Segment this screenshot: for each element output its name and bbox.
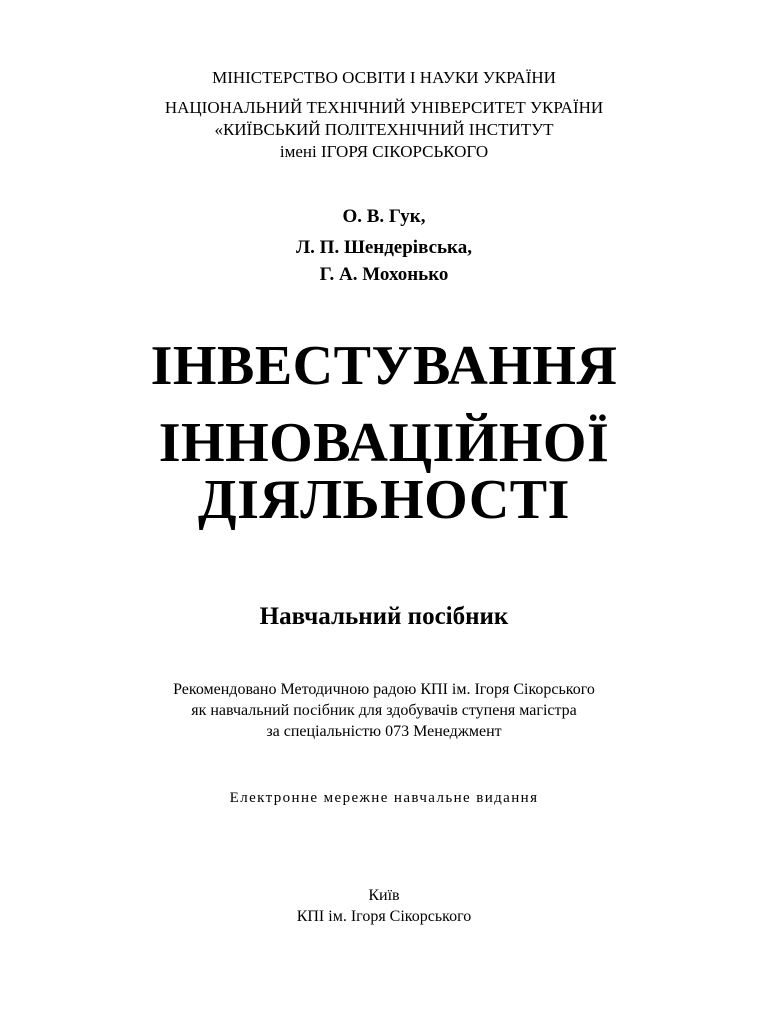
recommendation-line-1: Рекомендовано Методичною радою КПІ ім. Ігоря Сікорського	[173, 681, 595, 698]
author-3: Г. А. Мохонько	[319, 264, 449, 285]
author-1: О. В. Гук,	[342, 206, 426, 227]
book-subtitle: Навчальний посібник	[259, 603, 509, 630]
recommendation-line-2: як навчальний посібник для здобувачів ступеня магістра	[191, 702, 577, 719]
ministry-name: МІНІСТЕРСТВО ОСВІТИ І НАУКИ УКРАЇНИ	[212, 68, 556, 87]
book-title-line-2: ІННОВАЦІЙНОЇ	[158, 412, 610, 474]
recommendation-line-3: за спеціальністю 073 Менеджмент	[266, 723, 502, 740]
book-title-line-1: ІНВЕСТУВАННЯ	[150, 335, 618, 397]
imprint-publisher: КПІ ім. Ігоря Сікорського	[296, 908, 472, 925]
edition-type: Електронне мережне навчальне видання	[229, 790, 539, 806]
university-name-line-3: імені ІГОРЯ СІКОРСЬКОГО	[279, 142, 489, 161]
author-2: Л. П. Шендерівська,	[296, 237, 472, 258]
university-name-line-1: НАЦІОНАЛЬНИЙ ТЕХНІЧНИЙ УНІВЕРСИТЕТ УКРАЇНИ	[164, 98, 604, 117]
university-name-line-2: «КИЇВСЬКИЙ ПОЛІТЕХНІЧНИЙ ІНСТИТУТ	[214, 120, 554, 139]
imprint-city: Київ	[368, 887, 400, 904]
book-title-line-3: ДІЯЛЬНОСТІ	[198, 469, 570, 531]
